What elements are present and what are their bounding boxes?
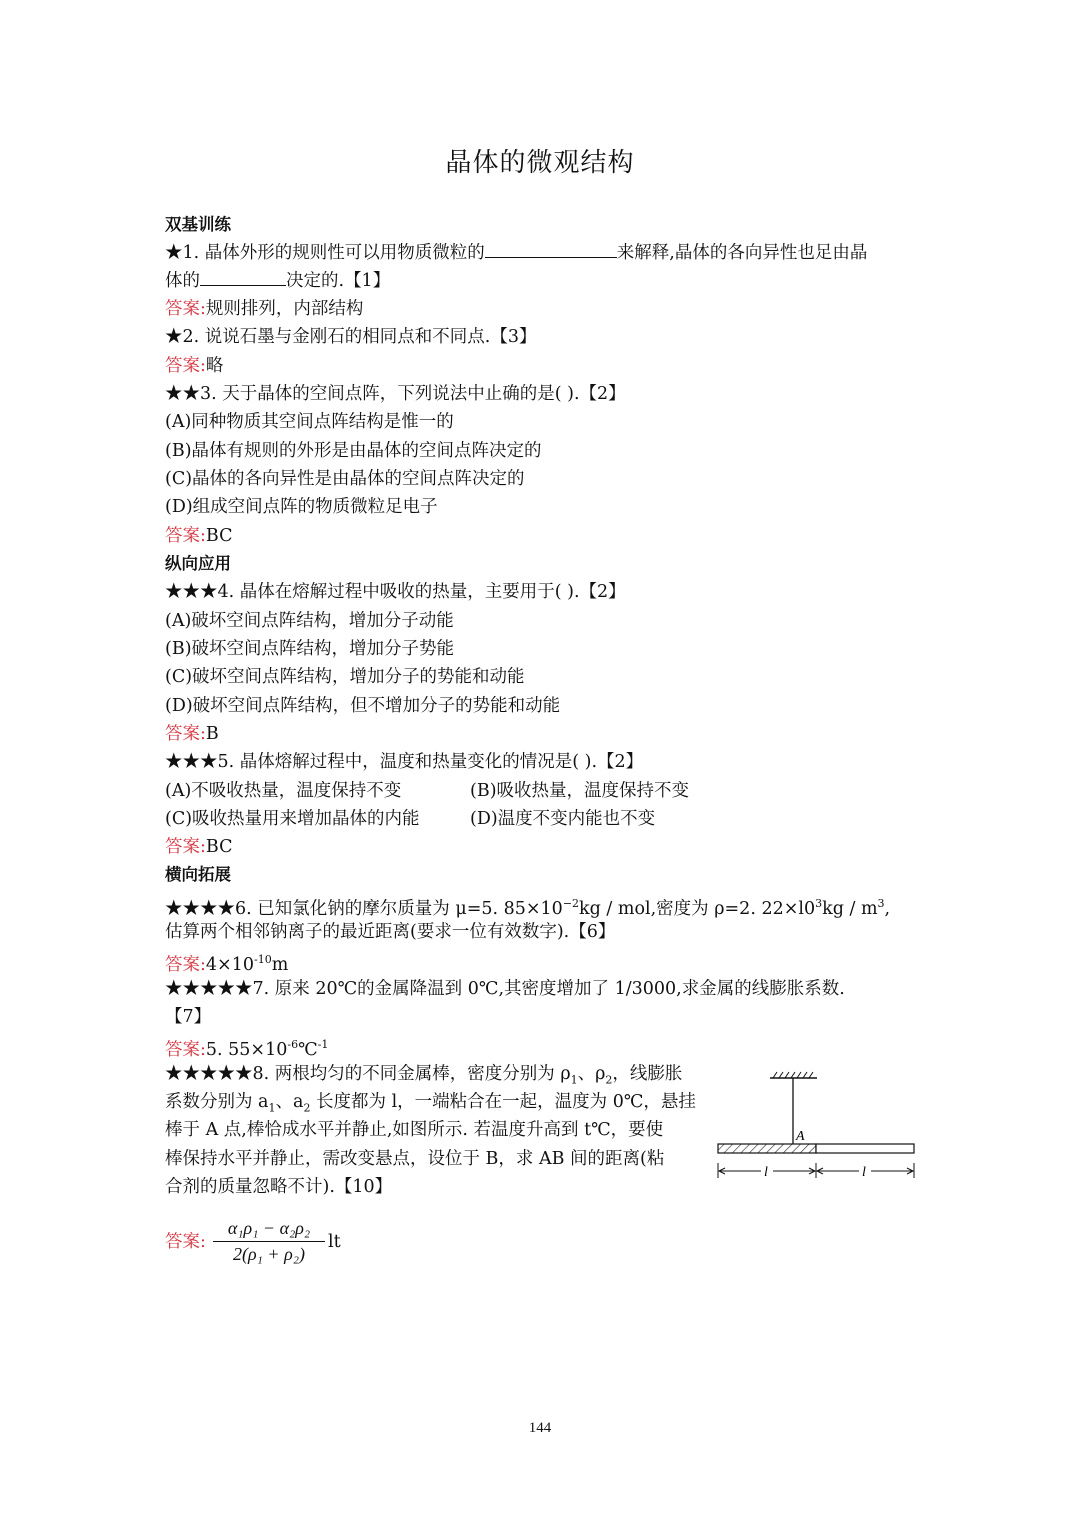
option-5c: (C)吸收热量用来增加晶体的内能 — [165, 809, 420, 829]
page-title: 晶体的微观结构 — [445, 148, 635, 178]
ceiling-support — [770, 1072, 817, 1078]
section-heading: 纵向应用 — [165, 554, 231, 573]
dimension-lines — [718, 1163, 914, 1178]
question-8-line-3: 棒于 A 点,棒恰成水平并静止,如图所示. 若温度升高到 t℃，要使 — [165, 1120, 664, 1140]
answer-7: 答案:5. $55\times 10^{-6}℃^{-1}$ — [165, 1038, 329, 1060]
option-4b: (B)破坏空间点阵结构，增加分子势能 — [165, 639, 455, 659]
rod-2 — [816, 1144, 914, 1153]
option-5d: (D)温度不变内能也不变 — [470, 809, 656, 829]
question-5: ★★★5. 晶体熔解过程中，温度和热量变化的情况是( ).【2】 — [165, 752, 644, 772]
question-1-line-2: 体的 决定的.【1】 — [165, 271, 391, 291]
question-1-line-1: ★1. 晶体外形的规则性可以用物质微粒的 来解释,晶体的各向异性也足由晶 — [165, 243, 868, 263]
answer-6: 答案$:4\times 10^{-10}m$ — [165, 953, 289, 975]
rod-1-hatched — [718, 1144, 816, 1153]
fraction-numerator: α₁ρ₁ − α₂ρ₂ — [213, 1218, 325, 1242]
option-3b: (B)晶体有规则的外形是由晶体的空间点阵决定的 — [165, 441, 542, 461]
question-8-line-4: 棒保持水平并静止，需改变悬点，设位于 B，求 AB 间的距离(粘 — [165, 1149, 665, 1169]
hanging-rod-figure — [715, 1068, 925, 1183]
question-6-line-1: ★★★★6. 已知氯化钠的摩尔质量为 μ=5. $85\times 10^{-2}kg$ / mol,密度为 ρ=2. $22\times l0^3kg / m^3$, — [165, 897, 891, 919]
option-4a: (A)破坏空间点阵结构，增加分子动能 — [165, 611, 454, 631]
page-number: 144 — [528, 1420, 552, 1436]
section-heading: 双基训练 — [165, 215, 231, 234]
answer-8-tail: lt — [328, 1232, 341, 1252]
question-7-line-2: 【7】 — [165, 1007, 212, 1027]
answer-4: 答案:B — [165, 724, 219, 744]
question-8-line-2: 系数分别为 $a_1$、$a_2$ 长度都为 l，一端粘合在一起，温度为 0℃，悬挂 — [165, 1092, 696, 1115]
question-8-line-5: 合剂的质量忽略不计).【10】 — [165, 1177, 393, 1197]
point-a-label: A — [796, 1129, 805, 1144]
option-4c: (C)破坏空间点阵结构，增加分子的势能和动能 — [165, 667, 525, 687]
answer-1: 答案:规则排列，内部结构 — [165, 299, 364, 319]
option-3d: (D)组成空间点阵的物质微粒足电子 — [165, 497, 438, 517]
option-4d: (D)破坏空间点阵结构，但不增加分子的势能和动能 — [165, 696, 561, 716]
option-3a: (A)同种物质其空间点阵结构是惟一的 — [165, 412, 454, 432]
option-5b: (B)吸收热量，温度保持不变 — [470, 781, 690, 801]
answer-8-label: 答案: — [165, 1232, 206, 1252]
option-3c: (C)晶体的各向异性是由晶体的空间点阵决定的 — [165, 469, 525, 489]
question-7-line-1: ★★★★★7. 原来 20℃的金属降温到 0℃,其密度增加了 1/3000,求金属的线膨胀系数. — [165, 979, 845, 999]
option-5a: (A)不吸收热量，温度保持不变 — [165, 781, 402, 801]
length-label-1: l — [764, 1165, 768, 1180]
answer-2: 答案:略 — [165, 356, 224, 376]
answer-8-fraction — [213, 1218, 325, 1265]
fraction-denominator: 2(ρ₁ + ρ₂) — [233, 1244, 305, 1264]
answer-blank — [485, 243, 617, 258]
answer-3: 答案:BC — [165, 526, 233, 546]
question-2: ★2. 说说石墨与金刚石的相同点和不同点.【3】 — [165, 327, 537, 347]
question-4: ★★★4. 晶体在熔解过程中吸收的热量，主要用于( ).【2】 — [165, 582, 626, 602]
answer-blank — [200, 271, 286, 286]
question-6-line-2: 估算两个相邻钠离子的最近距离(要求一位有效数字).【6】 — [165, 922, 616, 942]
question-3: ★★3. 天于晶体的空间点阵，下列说法中止确的是( ).【2】 — [165, 384, 626, 404]
question-8-line-1: ★★★★★8. 两根均匀的不同金属棒，密度分别为 $\rho_1$、$\rho_2$，线膨胀 — [165, 1064, 683, 1087]
length-label-2: l — [862, 1165, 866, 1180]
answer-5: 答案:BC — [165, 837, 233, 857]
section-heading: 横向拓展 — [165, 865, 231, 884]
